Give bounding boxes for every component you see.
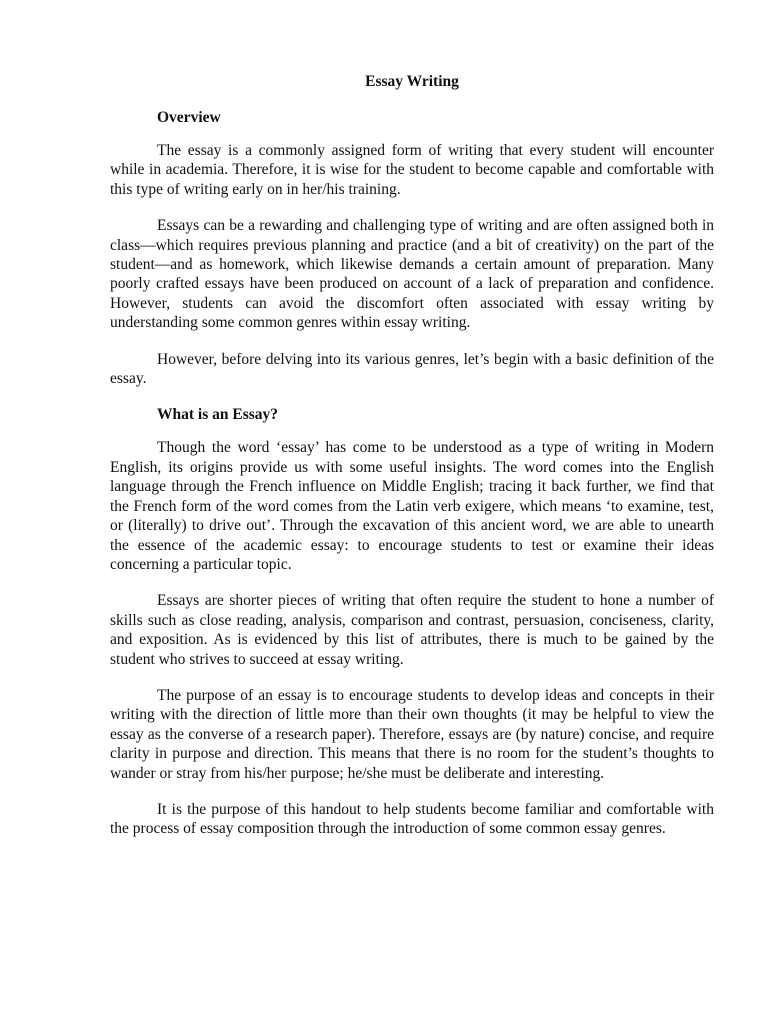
paragraph: The essay is a commonly assigned form of writing that every student will encounter while in academia. Therefore, it is wise for the student to become capable and comfortable with this type of writing early on in her/his training. — [110, 142, 714, 198]
paragraph: Essays can be a rewarding and challenging type of writing and are often assigned both in class—which requires previous planning and practice (and a bit of creativity) on the part of the student—and as homework, which likewise demands a certain amount of preparation. Many poorly crafted essays have been produced on account of a lack of preparation and confidence. However, students can avoid the discomfort often associated with essay writing by understanding some common genres within essay writing. — [110, 217, 714, 332]
document-page — [110, 72, 714, 856]
section-heading-overview: Overview — [157, 109, 221, 126]
paragraph: However, before delving into its various genres, let’s begin with a basic definition of the essay. — [110, 350, 714, 388]
paragraph: Essays are shorter pieces of writing that often require the student to hone a number of skills such as close reading, analysis, comparison and contrast, persuasion, conciseness, clarity, and exposition. As is evidenced by this list of attributes, there is much to be gained by the student who strives to succeed at essay writing. — [110, 592, 714, 668]
paragraph: Though the word ‘essay’ has come to be understood as a type of writing in Modern English, its origins provide us with some useful insights. The word comes into the English language through the French influence on Middle English; tracing it back further, we find that the French form of the word comes from the Latin verb exigere, which means ‘to examine, test, or (literally) to drive out’. Through the excavation of this ancient word, we are able to unearth the essence of the academic essay: to encourage students to test or examine their ideas concerning a particular topic. — [110, 439, 714, 573]
paragraph: It is the purpose of this handout to help students become familiar and comfortable with the process of essay composition through the introduction of some common essay genres. — [110, 800, 714, 838]
section-heading-what-is-an-essay: What is an Essay? — [157, 406, 279, 424]
paragraph: The purpose of an essay is to encourage students to develop ideas and concepts in their writing with the direction of little more than their own thoughts (it may be helpful to view the essay as the converse of a research paper). Therefore, essays are (by nature) concise, and require clarity in purpose and direction. This means that there is no room for the student’s thoughts to wander or stray from his/her purpose; he/she must be deliberate and interesting. — [110, 686, 714, 782]
document-title: Essay Writing — [365, 73, 459, 90]
